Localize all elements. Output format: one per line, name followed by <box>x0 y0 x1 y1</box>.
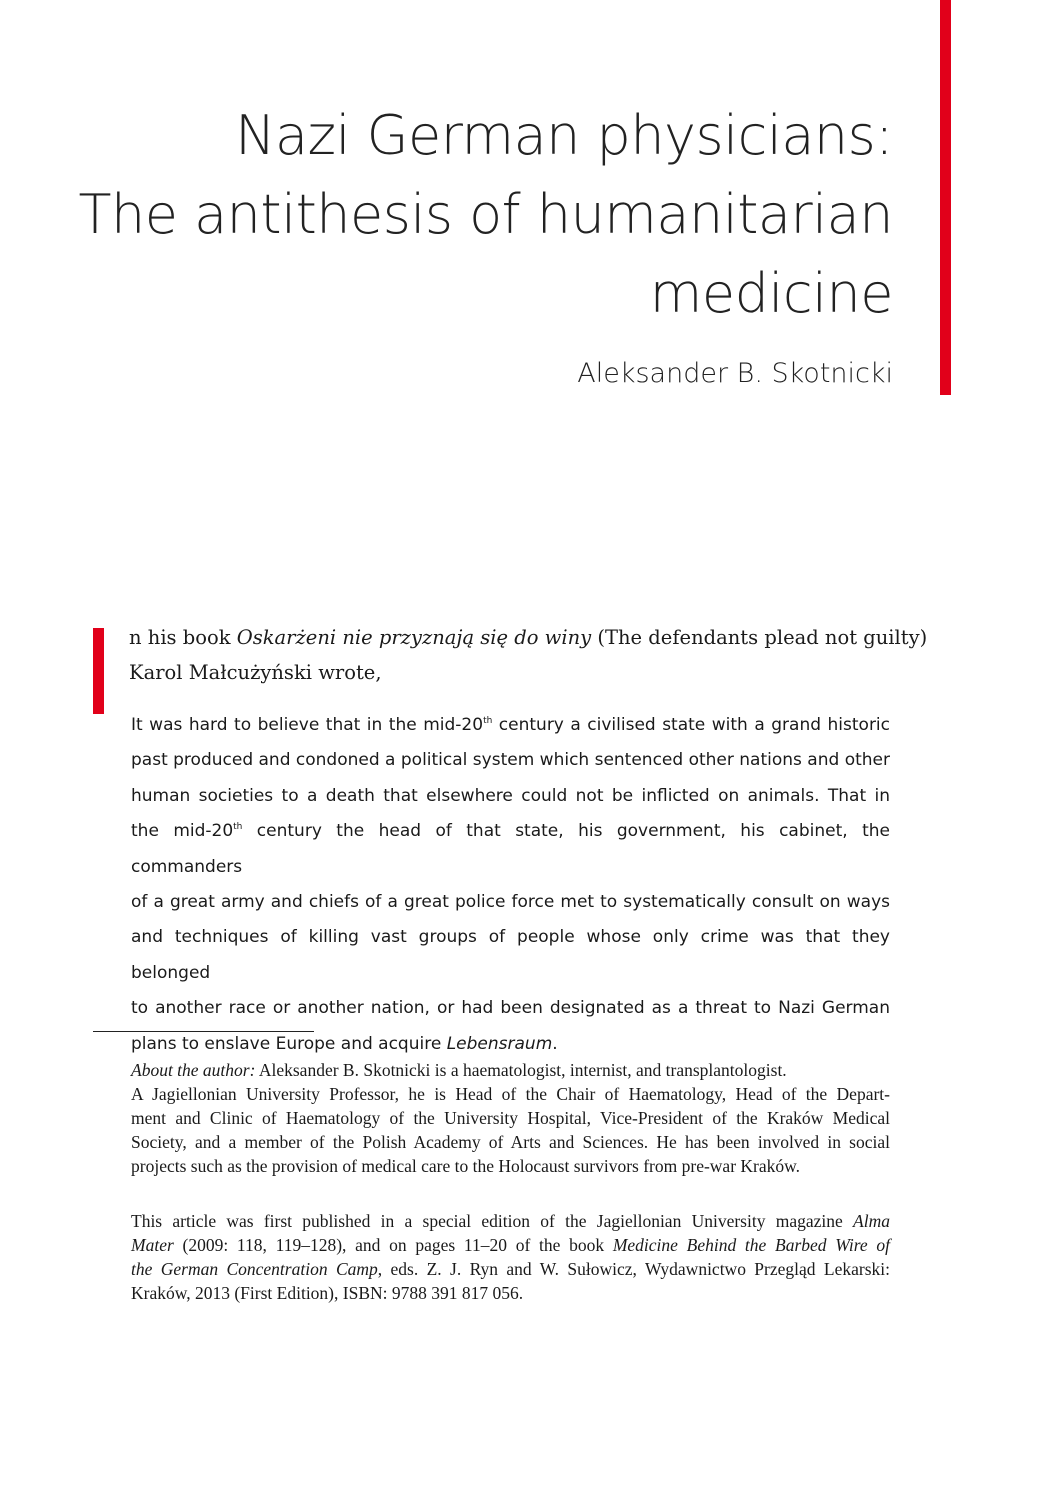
footnote-divider <box>93 1031 314 1032</box>
footnote-line: Kraków, 2013 (First Edition), ISBN: 9788 391 817 056. <box>131 1283 524 1303</box>
footnote-italic: Alma <box>853 1211 890 1231</box>
footnote-line: A Jagiellonian University Professor, he is Head of the Chair of Haematology, Head of the Depart- <box>131 1084 890 1104</box>
footnote-label: About the author: <box>131 1060 256 1080</box>
superscript: th <box>233 822 243 833</box>
quote-line: of a great army and chiefs of a great police force met to systematically consult on ways <box>131 892 890 913</box>
title-line: The antithesis of humanitarian <box>78 183 893 246</box>
footnote-line: Society, and a member of the Polish Academy of Arts and Sciences. He has been involved in social <box>131 1132 890 1152</box>
footnote-text: , eds. Z. J. Ryn and W. Sułowicz, Wydawnictwo Przegląd Lekarski: <box>377 1259 890 1279</box>
quote-text: century the head of that state, his government, his cabinet, the commanders <box>131 821 890 877</box>
title-line: Nazi German physicians: <box>235 104 893 167</box>
quote-line: human societies to a death that elsewhere could not be inflicted on animals. That in <box>131 785 890 806</box>
superscript: th <box>483 716 493 726</box>
article-author: Aleksander B. Skotnicki <box>577 358 893 389</box>
footnote-italic: Mater <box>131 1235 174 1255</box>
quote-text: . <box>552 1033 558 1054</box>
title-line: medicine <box>649 262 893 325</box>
quote-text: plans to enslave Europe and acquire <box>131 1033 447 1054</box>
quote-text: the mid-20 <box>131 821 234 842</box>
quote-line: past produced and condoned a political system which sentenced other nations and other <box>131 750 890 771</box>
quote-text: It was hard to believe that in the mid-20 <box>131 715 484 735</box>
book-title: Oskarżeni nie przyznają się do winy <box>236 626 592 649</box>
footnote-publication <box>131 1209 890 1305</box>
intro-text: n his book <box>129 626 237 649</box>
footnote-italic: Medicine Behind the Barbed Wire of <box>612 1235 891 1255</box>
intro-text: Karol Małcużyński wrote, <box>129 661 382 684</box>
drop-initial-bar <box>93 628 104 714</box>
block-quote <box>131 708 890 1062</box>
footnote-about-author <box>131 1058 890 1178</box>
intro-text: (The defendants plead not guilty) <box>591 626 928 649</box>
footnote-line: projects such as the provision of medical care to the Holocaust survivors from pre-war Kraków. <box>131 1156 801 1176</box>
footnote-text: (2009: 118, 119–128), and on pages 11–20 of the book <box>173 1235 613 1255</box>
footnote-text: Aleksander B. Skotnicki is a haematologist, internist, and transplantologist. <box>255 1060 787 1080</box>
quote-text: century a civilised state with a grand historic <box>492 715 891 735</box>
footnote-italic: the German Concentration Camp <box>131 1259 378 1279</box>
quote-italic: Lebensraum <box>446 1033 553 1054</box>
footnote-text: This article was first published in a special edition of the Jagiellonian University magazine <box>131 1211 854 1231</box>
footnote-line: ment and Clinic of Haematology of the University Hospital, Vice-President of the Kraków Medical <box>131 1108 890 1128</box>
article-title <box>78 96 893 333</box>
quote-line: and techniques of killing vast groups of people whose only crime was that they belonged <box>131 927 890 983</box>
accent-bar-right <box>940 0 951 395</box>
quote-line: to another race or another nation, or had been designated as a threat to Nazi German <box>131 998 890 1019</box>
intro-paragraph <box>129 620 928 690</box>
